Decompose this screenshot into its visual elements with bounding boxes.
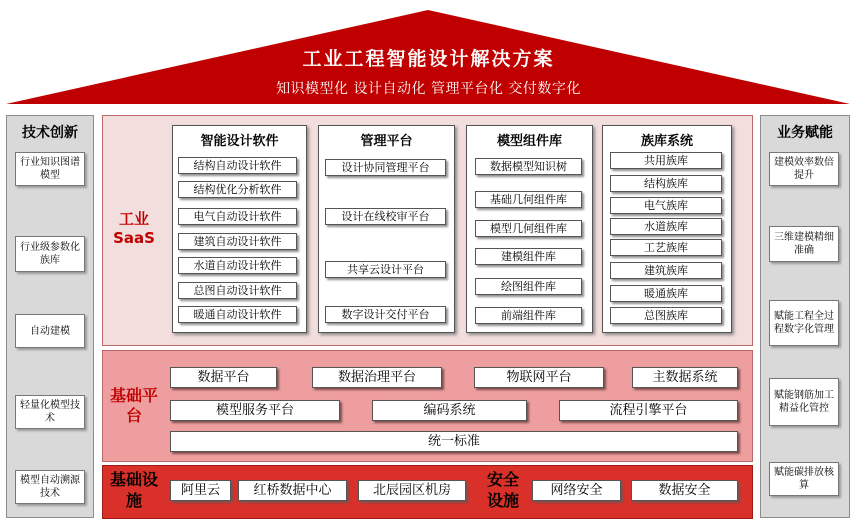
- saas-item: 工艺族库: [610, 239, 722, 256]
- saas-item: 电气自动设计软件: [178, 208, 297, 225]
- saas-item: 设计协同管理平台: [325, 159, 446, 176]
- left-column-title: 技术创新: [22, 125, 78, 141]
- right-item: 赋能工程全过程数字化管理: [769, 300, 839, 346]
- saas-item: 总图自动设计软件: [178, 282, 297, 299]
- security-label: 安全设施: [486, 470, 519, 510]
- right-column: [760, 115, 850, 518]
- security-item: 网络安全: [532, 480, 621, 501]
- right-item: 赋能碳排放核算: [769, 462, 839, 496]
- left-item: 模型自动溯源技术: [15, 470, 85, 504]
- left-item: 行业级参数化族库: [15, 236, 85, 272]
- platform-item: 模型服务平台: [170, 400, 340, 421]
- platform-item: 编码系统: [372, 400, 527, 421]
- saas-label: 工业SaaS: [113, 210, 155, 247]
- saas-item: 总图族库: [610, 307, 722, 324]
- group-title: 族库系统: [640, 134, 693, 149]
- right-column-title: 业务赋能: [777, 125, 833, 141]
- roof-title: 工业工程智能设计解决方案: [302, 48, 555, 70]
- group-title: 管理平台: [360, 134, 413, 149]
- right-item: 赋能钢筋加工精益化管控: [769, 378, 839, 426]
- platform-item: 物联网平台: [474, 367, 604, 388]
- saas-item: 暖通自动设计软件: [178, 306, 297, 323]
- saas-item: 结构自动设计软件: [178, 157, 297, 174]
- left-item: 行业知识图谱模型: [15, 152, 85, 186]
- saas-item: 结构族库: [610, 175, 722, 192]
- saas-item: 绘图组件库: [475, 278, 582, 295]
- group-title: 模型组件库: [496, 134, 562, 149]
- saas-item: 共享云设计平台: [325, 261, 446, 278]
- saas-item: 建模组件库: [475, 248, 582, 265]
- right-item: 建模效率数倍提升: [769, 152, 839, 186]
- left-item: 自动建模: [15, 314, 85, 348]
- saas-item: 数字设计交付平台: [325, 306, 446, 323]
- platform-item: 主数据系统: [632, 367, 738, 388]
- saas-item: 基础几何组件库: [475, 191, 582, 208]
- saas-item: 建筑族库: [610, 262, 722, 279]
- roof-subtitle: 知识模型化 设计自动化 管理平台化 交付数字化: [276, 81, 581, 97]
- saas-item: 设计在线校审平台: [325, 208, 446, 225]
- security-item: 数据安全: [631, 480, 738, 501]
- saas-item: 建筑自动设计软件: [178, 233, 297, 250]
- saas-item: 前端组件库: [475, 307, 582, 324]
- right-item: 三维建模精细准确: [769, 226, 839, 262]
- saas-item: 水道自动设计软件: [178, 257, 297, 274]
- saas-item: 电气族库: [610, 197, 722, 214]
- saas-item: 结构优化分析软件: [178, 181, 297, 198]
- platform-item: 流程引擎平台: [559, 400, 738, 421]
- saas-item: 共用族库: [610, 152, 722, 169]
- saas-item: 水道族库: [610, 218, 722, 235]
- group-management-platform: [318, 125, 455, 333]
- infra-item: 阿里云: [170, 480, 231, 501]
- platform-item: 数据平台: [170, 367, 277, 388]
- left-column: [6, 115, 94, 518]
- platform-label: 基础平台: [109, 386, 158, 425]
- unified-standard: 统一标准: [170, 431, 738, 452]
- platform-item: 数据治理平台: [312, 367, 442, 388]
- infra-item: 北辰园区机房: [358, 480, 466, 501]
- saas-item: 模型几何组件库: [475, 220, 582, 237]
- left-item: 轻量化模型技术: [15, 395, 85, 429]
- saas-item: 暖通族库: [610, 285, 722, 302]
- infra-item: 红桥数据中心: [238, 480, 347, 501]
- saas-item: 数据模型知识树: [475, 158, 582, 175]
- infra-label: 基础设施: [109, 470, 158, 510]
- group-title: 智能设计软件: [200, 134, 279, 149]
